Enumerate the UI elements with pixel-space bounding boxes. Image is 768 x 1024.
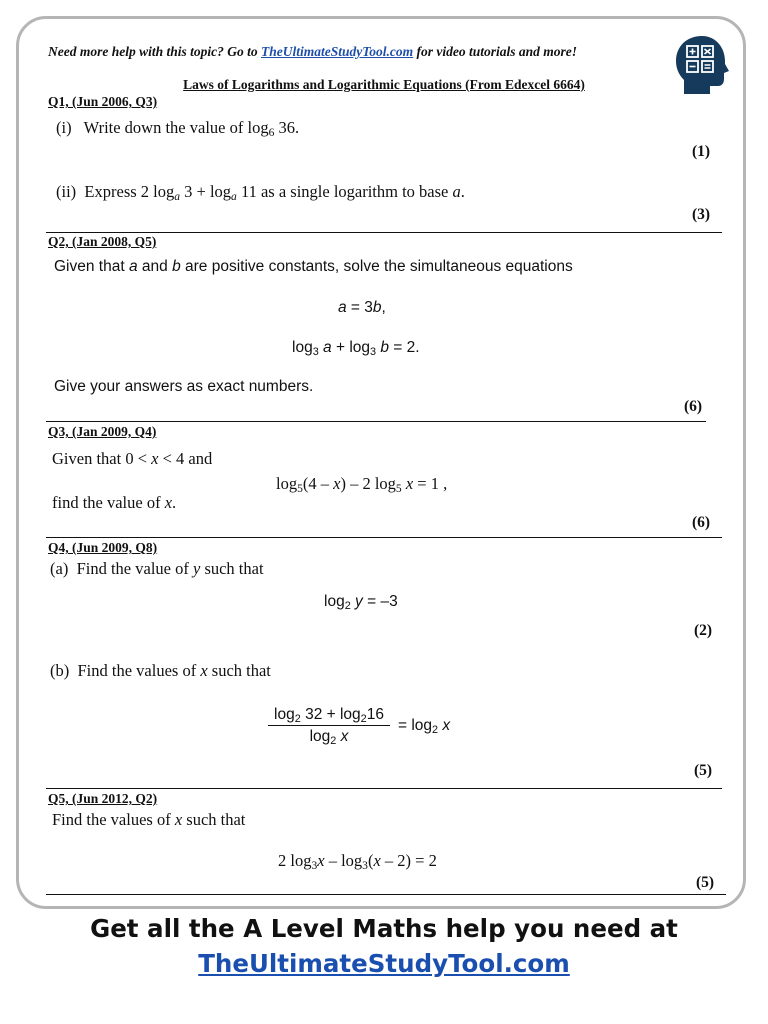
divider	[46, 232, 722, 233]
q5-equation: 2 $\log_3x - \log_3(x - 2) = 2$	[278, 851, 437, 872]
q2-equation-1: a = 3b,	[338, 299, 386, 316]
help-banner: Need more help with this topic? Go to TheUltimateStudyTool.com for video tutorials and more!	[48, 44, 578, 59]
q3-given: Given that 0 < x < 4 and	[52, 449, 213, 468]
q3-heading: Q3, (Jan 2009, Q4)	[48, 424, 157, 439]
q1-heading: Q1, (Jun 2006, Q3)	[48, 94, 158, 109]
q3-marks: (6)	[692, 514, 711, 531]
q2-marks: (6)	[684, 398, 703, 415]
divider	[46, 788, 722, 789]
footer-link[interactable]: TheUltimateStudyTool.com	[198, 949, 570, 978]
q4-heading: Q4, (Jun 2009, Q8)	[48, 540, 158, 555]
q5-heading: Q5, (Jun 2012, Q2)	[48, 791, 158, 806]
divider	[46, 894, 726, 895]
q1-marks-i: (1)	[692, 143, 711, 160]
q3-equation: $\log_5(4 - x) - 2$ $\log_5 x = 1$ ,	[276, 474, 448, 495]
q3-find: find the value of x.	[52, 493, 177, 512]
q4-fraction-denominator: $\log_2 x$	[309, 728, 349, 747]
q4-fraction	[268, 706, 390, 746]
q1-part-ii: (ii) Express 2 $\log_a 3 + \log_a 11$ as a single logarithm to base a.	[56, 182, 465, 203]
q4-rhs: = $\log_2 x$	[398, 717, 451, 736]
q1-part-i: (i) Write down the value of $\log_6 36$.	[56, 118, 300, 139]
help-link[interactable]: TheUltimateStudyTool.com	[261, 44, 414, 59]
q4-fraction-numerator: $\log_2 32 + \log_216$	[268, 706, 390, 726]
q2-outro: Give your answers as exact numbers.	[54, 378, 314, 395]
q5-marks: (5)	[696, 874, 715, 891]
q2-equation-2: $\log_3 a + \log_3 b = 2$.	[292, 339, 420, 358]
worksheet-title: Laws of Logarithms and Logarithmic Equations (From Edexcel 6664)	[183, 77, 585, 92]
q4-part-a: (a) Find the value of y such that	[50, 559, 264, 578]
q4-part-b: (b) Find the values of x such that	[50, 661, 271, 680]
q5-text: Find the values of x such that	[52, 810, 246, 829]
footer-link-line	[0, 949, 768, 978]
q4-equation-a: $\log_2 y = -3$	[324, 593, 398, 612]
q2-heading: Q2, (Jan 2008, Q5)	[48, 234, 157, 249]
q2-intro: Given that a and b are positive constants, solve the simultaneous equations	[54, 258, 573, 275]
q1-marks-ii: (3)	[692, 206, 711, 223]
divider	[46, 421, 706, 422]
q4-marks-a: (2)	[694, 622, 713, 639]
divider	[46, 537, 722, 538]
footer-tagline: Get all the A Level Maths help you need at	[90, 914, 678, 943]
q4-marks-b: (5)	[694, 762, 713, 779]
